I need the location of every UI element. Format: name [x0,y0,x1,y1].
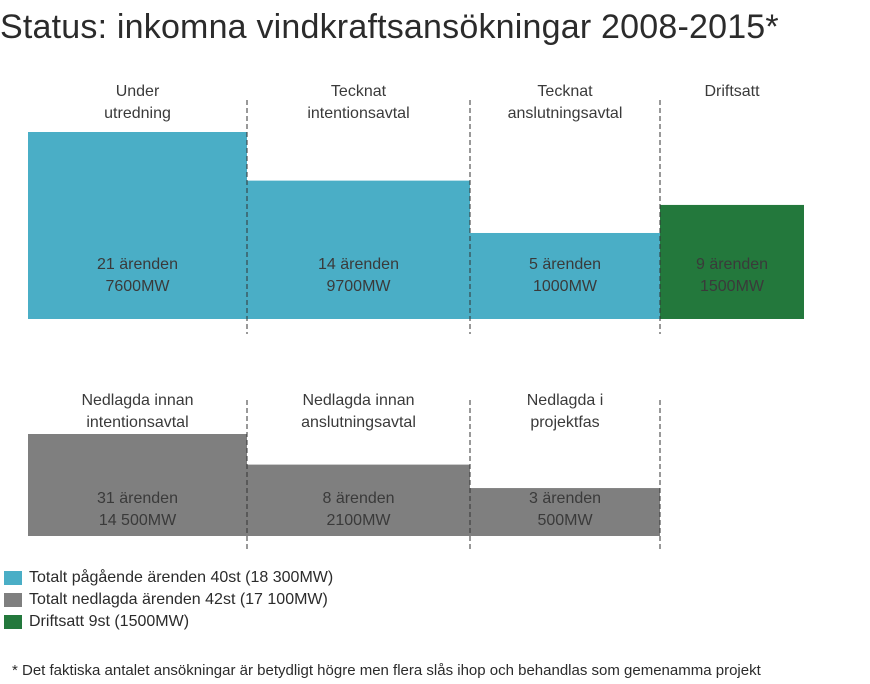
column-header-nedlagda-3-line-1: Nedlagda i [526,392,604,409]
data-label-mw-pågående-3: 1000MW [532,278,598,295]
data-label-count-nedlagda-3: 3 ärenden [528,490,602,507]
legend-item-active [4,567,333,589]
column-header-nedlagda-1-line-1: Nedlagda innan [81,392,194,409]
column-header-nedlagda-1-line-2: intentionsavtal [86,414,189,431]
legend-swatch-operating [4,615,22,629]
data-label-count-nedlagda-1: 31 ärenden [97,490,178,507]
column-header-nedlagda-3-line-2: projektfas [530,414,600,431]
data-label-mw-pågående-2: 9700MW [326,278,391,295]
column-header-pågående-1-line-2: utredning [104,105,171,122]
chart-title: Status: inkomna vindkraftsansökningar 2008-2015* [0,8,779,46]
legend-swatch-cancelled [4,593,22,607]
data-label-count-nedlagda-2: 8 ärenden [322,490,395,507]
column-header-pågående-3-line-2: anslutningsavtal [507,105,623,122]
footnote: * Det faktiska antalet ansökningar är betydligt högre men flera slås ihop och behandlas som gemenamma projekt [12,662,761,679]
data-label-count-pågående-2: 14 ärenden [318,256,399,273]
legend-label-operating: Driftsatt 9st (1500MW) [29,613,190,630]
column-header-pågående-1-line-1: Under [115,83,160,100]
legend-item-operating [4,611,333,633]
legend-swatch-active [4,571,22,585]
column-header-pågående-2-line-1: Tecknat [330,83,387,100]
data-label-mw-pågående-4: 1500MW [699,278,765,295]
data-label-mw-nedlagda-3: 500MW [537,512,593,529]
data-label-mw-pågående-1: 7600MW [105,278,170,295]
column-header-pågående-4-line-1: Driftsatt [704,83,760,100]
column-header-pågående-3-line-1: Tecknat [537,83,593,100]
legend-label-cancelled: Totalt nedlagda ärenden 42st (17 100MW) [29,591,328,608]
column-header-nedlagda-2-line-1: Nedlagda innan [302,392,415,409]
data-label-count-pågående-1: 21 ärenden [97,256,178,273]
column-header-pågående-2-line-2: intentionsavtal [307,105,410,122]
legend-label-active: Totalt pågående ärenden 40st (18 300MW) [29,569,334,586]
legend [4,567,333,633]
data-label-count-pågående-4: 9 ärenden [695,256,769,273]
data-label-mw-nedlagda-2: 2100MW [326,512,391,529]
legend-item-cancelled [4,589,333,611]
data-label-count-pågående-3: 5 ärenden [528,256,602,273]
data-label-mw-nedlagda-1: 14 500MW [98,512,177,529]
bar-pågående-2 [247,181,470,319]
column-header-nedlagda-2-line-2: anslutningsavtal [301,414,416,431]
bar-pågående-3 [470,233,660,319]
